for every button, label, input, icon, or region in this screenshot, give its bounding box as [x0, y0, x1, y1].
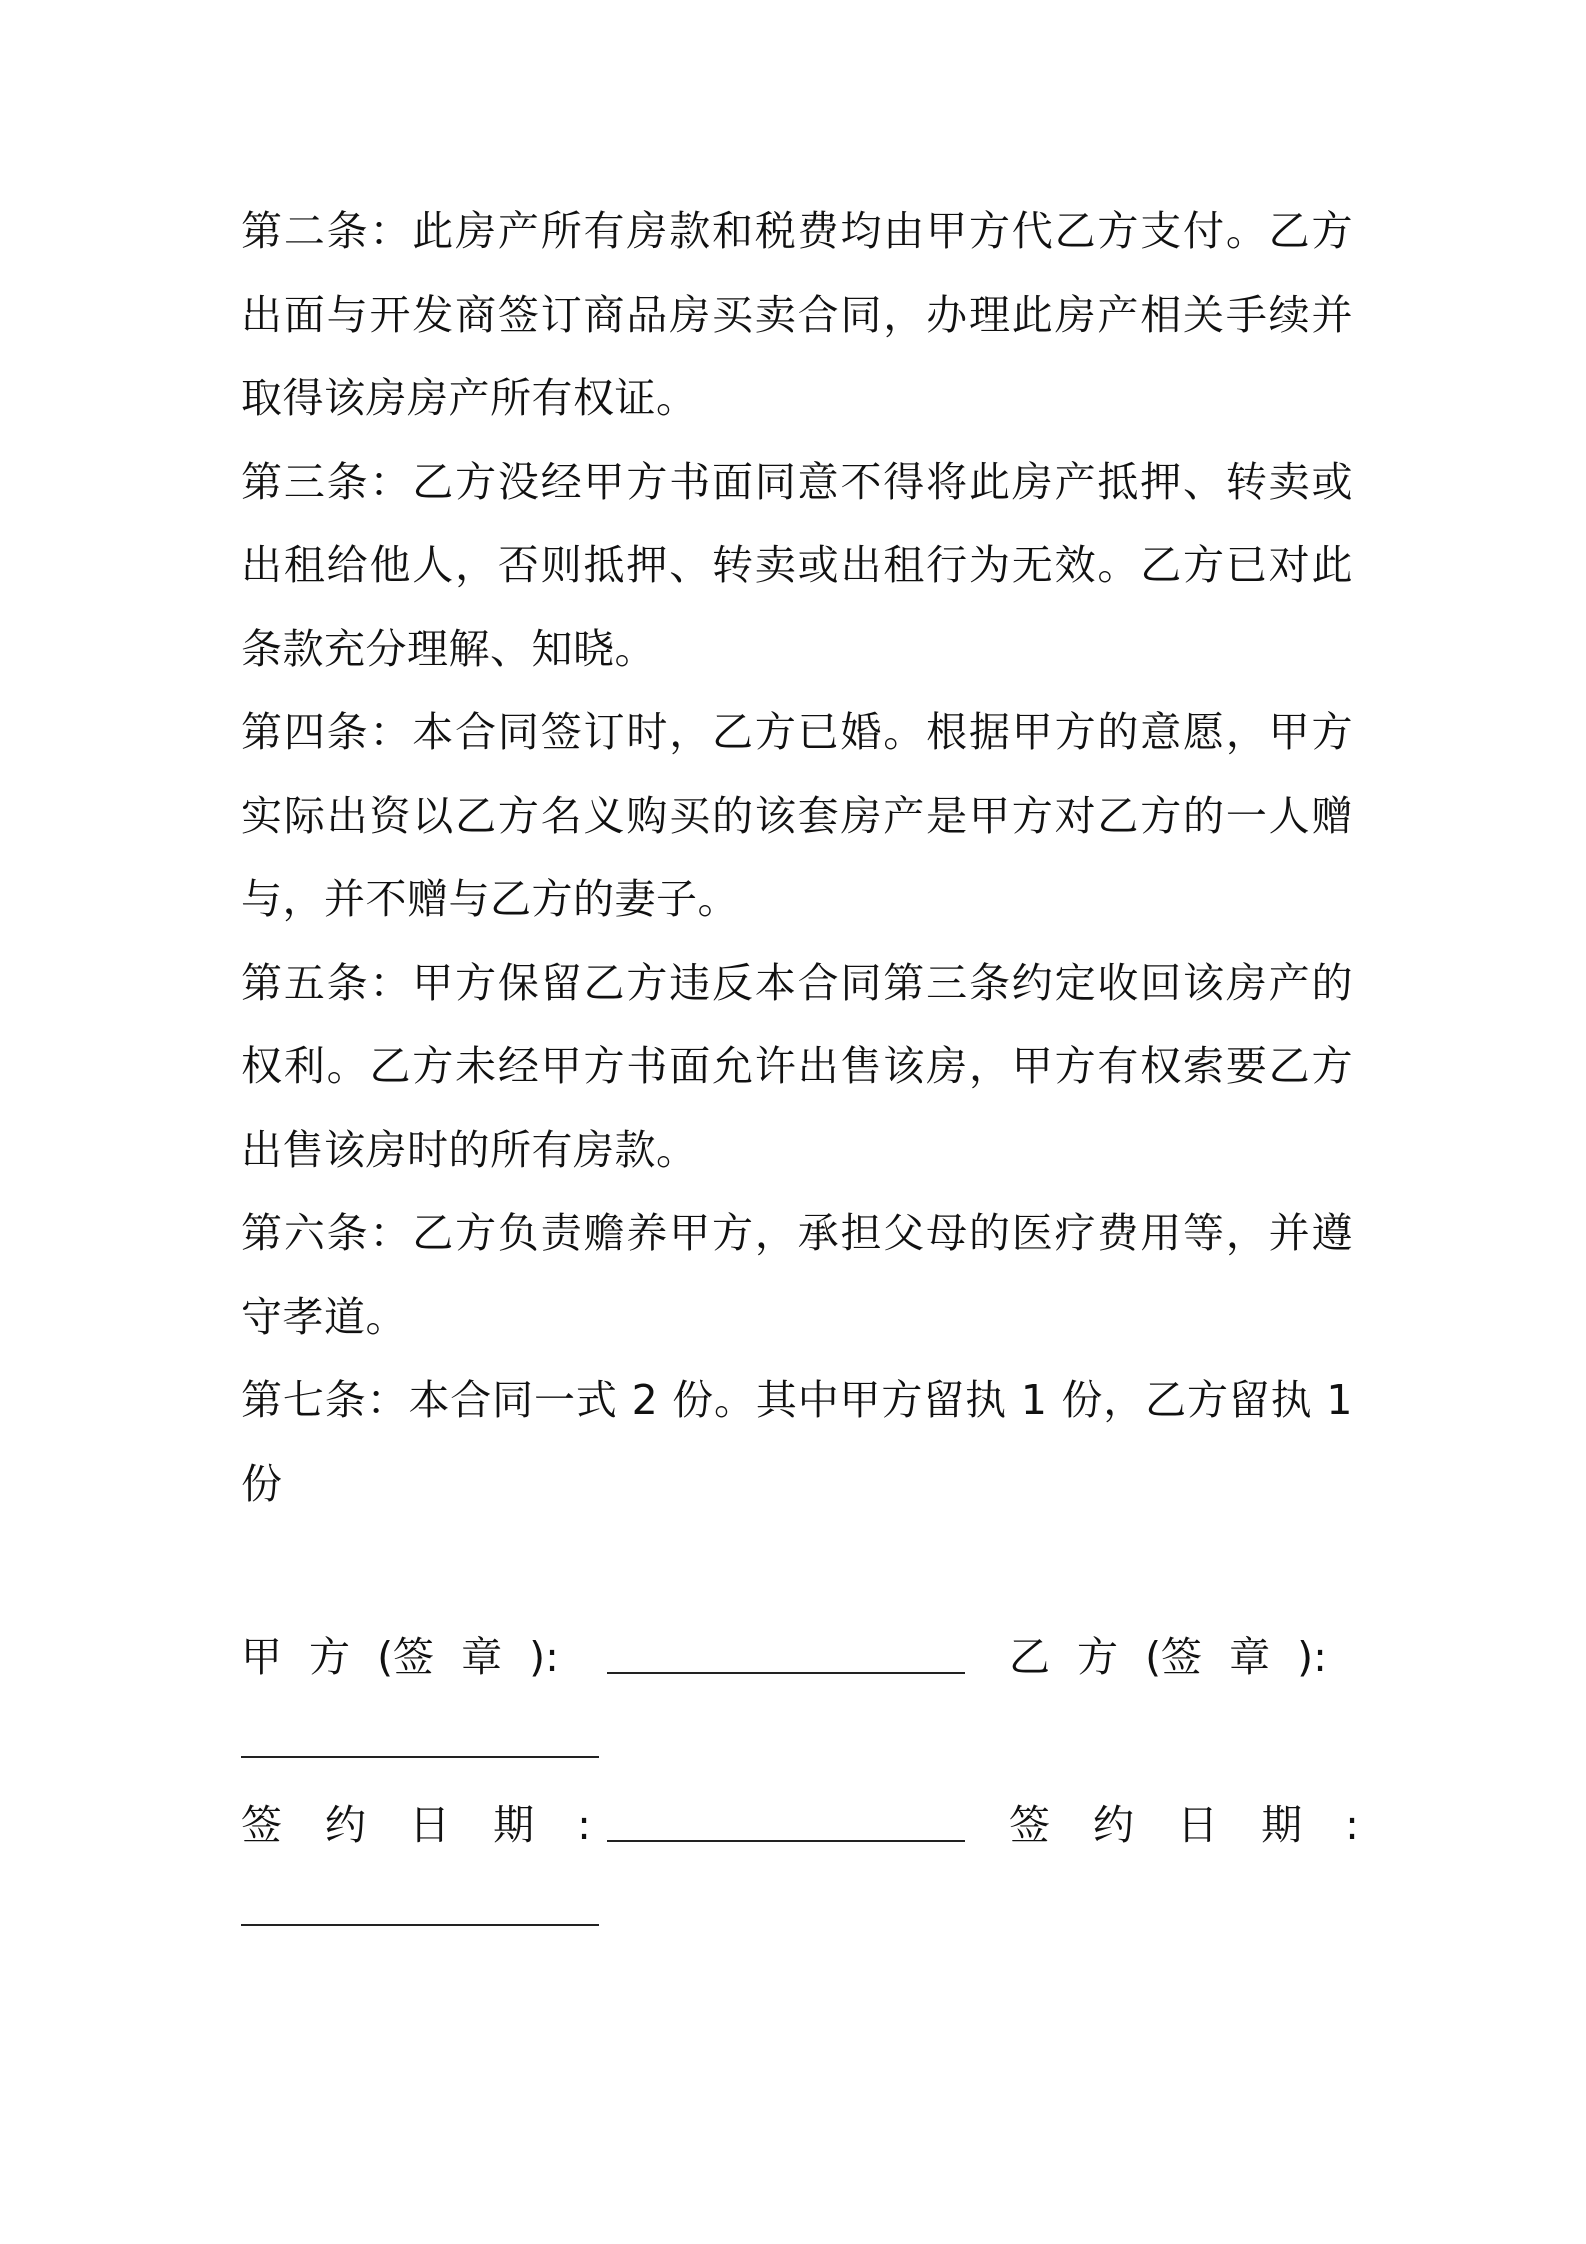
party-b-signature-line-row	[241, 1699, 1353, 1783]
signature-row	[241, 1615, 1353, 1699]
clause-6: 第六条：乙方负责赡养甲方，承担父母的医疗费用等，并遵守孝道。	[241, 1209, 1353, 1341]
party-a-signature-label: 甲 方 (签 章 ):	[241, 1633, 559, 1681]
party-a-date-label: 签 约 日 期 :	[241, 1801, 591, 1849]
clause-7: 第七条：本合同一式 2 份。其中甲方留执 1 份，乙方留执 1 份	[241, 1376, 1353, 1508]
signature-block	[241, 1615, 1359, 1951]
contract-body	[241, 190, 1353, 1526]
party-b-signature-line	[241, 1756, 599, 1758]
party-a-signature-line	[607, 1672, 965, 1674]
clause-3: 第三条：乙方没经甲方书面同意不得将此房产抵押、转卖或出租给他人，否则抵押、转卖或出租行为无效。乙方已对此条款充分理解、知晓。	[241, 457, 1353, 673]
party-b-date-label: 签 约 日 期 :	[1009, 1801, 1359, 1849]
clause-5: 第五条：甲方保留乙方违反本合同第三条约定收回该房产的权利。乙方未经甲方书面允许出售该房，甲方有权索要乙方出售该房时的所有房款。	[241, 958, 1353, 1174]
party-b-date-line	[241, 1924, 599, 1926]
date-row	[241, 1783, 1359, 1867]
clause-4: 第四条：本合同签订时，乙方已婚。根据甲方的意愿，甲方实际出资以乙方名义购买的该套房产是甲方对乙方的一人赠与，并不赠与乙方的妻子。	[241, 708, 1353, 923]
party-b-date-line-row	[241, 1867, 1353, 1951]
clause-2: 第二条：此房产所有房款和税费均由甲方代乙方支付。乙方出面与开发商签订商品房买卖合同，办理此房产相关手续并取得该房房产所有权证。	[241, 207, 1353, 422]
party-a-date-line	[607, 1840, 965, 1842]
party-b-signature-label: 乙 方 (签 章 ):	[1009, 1633, 1327, 1681]
